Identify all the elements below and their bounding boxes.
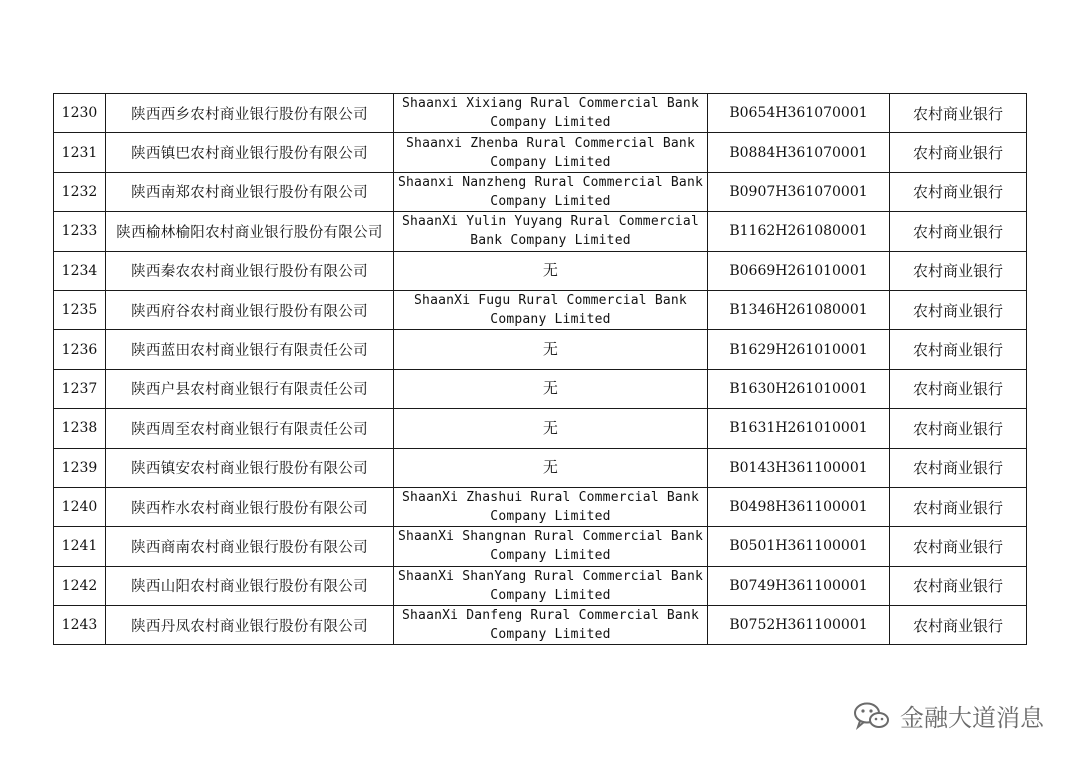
table-row xyxy=(54,606,1027,645)
bank-name-en: ShaanXi ShanYang Rural Commercial Bank Company Limited xyxy=(394,566,708,605)
institution-type: 农村商业银行 xyxy=(890,290,1027,329)
bank-name-cn: 陕西镇安农村商业银行股份有限公司 xyxy=(106,448,394,487)
bank-name-cn: 陕西户县农村商业银行有限责任公司 xyxy=(106,369,394,408)
bank-name-cn: 陕西丹凤农村商业银行股份有限公司 xyxy=(106,606,394,645)
row-number: 1231 xyxy=(54,133,106,172)
bank-name-cn: 陕西山阳农村商业银行股份有限公司 xyxy=(106,566,394,605)
bank-name-cn: 陕西榆林榆阳农村商业银行股份有限公司 xyxy=(106,212,394,251)
institution-type: 农村商业银行 xyxy=(890,330,1027,369)
institution-type: 农村商业银行 xyxy=(890,606,1027,645)
table-row xyxy=(54,566,1027,605)
row-number: 1235 xyxy=(54,290,106,329)
bank-name-en: 无 xyxy=(394,369,708,408)
bank-name-en: ShaanXi Yulin Yuyang Rural Commercial Bank Company Limited xyxy=(394,212,708,251)
table-row xyxy=(54,527,1027,566)
institution-type: 农村商业银行 xyxy=(890,527,1027,566)
institution-type: 农村商业银行 xyxy=(890,409,1027,448)
bank-registry-table xyxy=(53,93,1027,645)
table-row xyxy=(54,172,1027,211)
bank-name-en: ShaanXi Zhashui Rural Commercial Bank Company Limited xyxy=(394,487,708,526)
institution-code: B1162H261080001 xyxy=(708,212,890,251)
institution-code: B0498H361100001 xyxy=(708,487,890,526)
watermark-text: 金融大道消息 xyxy=(900,704,1044,732)
row-number: 1242 xyxy=(54,566,106,605)
institution-code: B0143H361100001 xyxy=(708,448,890,487)
table-row xyxy=(54,133,1027,172)
row-number: 1240 xyxy=(54,487,106,526)
institution-code: B0907H361070001 xyxy=(708,172,890,211)
bank-name-cn: 陕西秦农农村商业银行股份有限公司 xyxy=(106,251,394,290)
bank-name-en: Shaanxi Nanzheng Rural Commercial Bank Company Limited xyxy=(394,172,708,211)
row-number: 1230 xyxy=(54,94,106,133)
institution-type: 农村商业银行 xyxy=(890,566,1027,605)
table-row xyxy=(54,212,1027,251)
table-body xyxy=(54,94,1027,645)
institution-code: B0752H361100001 xyxy=(708,606,890,645)
institution-code: B0501H361100001 xyxy=(708,527,890,566)
bank-name-cn: 陕西柞水农村商业银行股份有限公司 xyxy=(106,487,394,526)
table-row xyxy=(54,409,1027,448)
table-row xyxy=(54,94,1027,133)
row-number: 1239 xyxy=(54,448,106,487)
table-row xyxy=(54,330,1027,369)
institution-code: B1631H261010001 xyxy=(708,409,890,448)
row-number: 1236 xyxy=(54,330,106,369)
institution-type: 农村商业银行 xyxy=(890,487,1027,526)
bank-name-en: 无 xyxy=(394,448,708,487)
watermark xyxy=(852,698,1044,733)
row-number: 1237 xyxy=(54,369,106,408)
table-row xyxy=(54,448,1027,487)
row-number: 1234 xyxy=(54,251,106,290)
institution-code: B0654H361070001 xyxy=(708,94,890,133)
row-number: 1241 xyxy=(54,527,106,566)
institution-code: B1629H261010001 xyxy=(708,330,890,369)
bank-name-cn: 陕西南郑农村商业银行股份有限公司 xyxy=(106,172,394,211)
bank-name-cn: 陕西府谷农村商业银行股份有限公司 xyxy=(106,290,394,329)
row-number: 1232 xyxy=(54,172,106,211)
table-row xyxy=(54,369,1027,408)
bank-name-en: ShaanXi Shangnan Rural Commercial Bank Company Limited xyxy=(394,527,708,566)
row-number: 1238 xyxy=(54,409,106,448)
institution-type: 农村商业银行 xyxy=(890,369,1027,408)
institution-code: B1346H261080001 xyxy=(708,290,890,329)
table-row xyxy=(54,290,1027,329)
bank-name-en: 无 xyxy=(394,330,708,369)
bank-name-cn: 陕西蓝田农村商业银行有限责任公司 xyxy=(106,330,394,369)
institution-code: B0669H261010001 xyxy=(708,251,890,290)
bank-name-cn: 陕西镇巴农村商业银行股份有限公司 xyxy=(106,133,394,172)
row-number: 1243 xyxy=(54,606,106,645)
bank-name-en: Shaanxi Zhenba Rural Commercial Bank Company Limited xyxy=(394,133,708,172)
institution-type: 农村商业银行 xyxy=(890,251,1027,290)
institution-type: 农村商业银行 xyxy=(890,212,1027,251)
institution-code: B0749H361100001 xyxy=(708,566,890,605)
institution-code: B0884H361070001 xyxy=(708,133,890,172)
bank-name-en: 无 xyxy=(394,251,708,290)
bank-name-en: ShaanXi Danfeng Rural Commercial Bank Company Limited xyxy=(394,606,708,645)
institution-type: 农村商业银行 xyxy=(890,448,1027,487)
bank-name-en: 无 xyxy=(394,409,708,448)
institution-type: 农村商业银行 xyxy=(890,172,1027,211)
wechat-icon xyxy=(852,700,892,732)
table-row xyxy=(54,251,1027,290)
bank-name-en: Shaanxi Xixiang Rural Commercial Bank Company Limited xyxy=(394,94,708,133)
institution-code: B1630H261010001 xyxy=(708,369,890,408)
bank-name-en: ShaanXi Fugu Rural Commercial Bank Company Limited xyxy=(394,290,708,329)
institution-type: 农村商业银行 xyxy=(890,94,1027,133)
row-number: 1233 xyxy=(54,212,106,251)
table-row xyxy=(54,487,1027,526)
bank-name-cn: 陕西商南农村商业银行股份有限公司 xyxy=(106,527,394,566)
bank-name-cn: 陕西西乡农村商业银行股份有限公司 xyxy=(106,94,394,133)
institution-type: 农村商业银行 xyxy=(890,133,1027,172)
bank-name-cn: 陕西周至农村商业银行有限责任公司 xyxy=(106,409,394,448)
